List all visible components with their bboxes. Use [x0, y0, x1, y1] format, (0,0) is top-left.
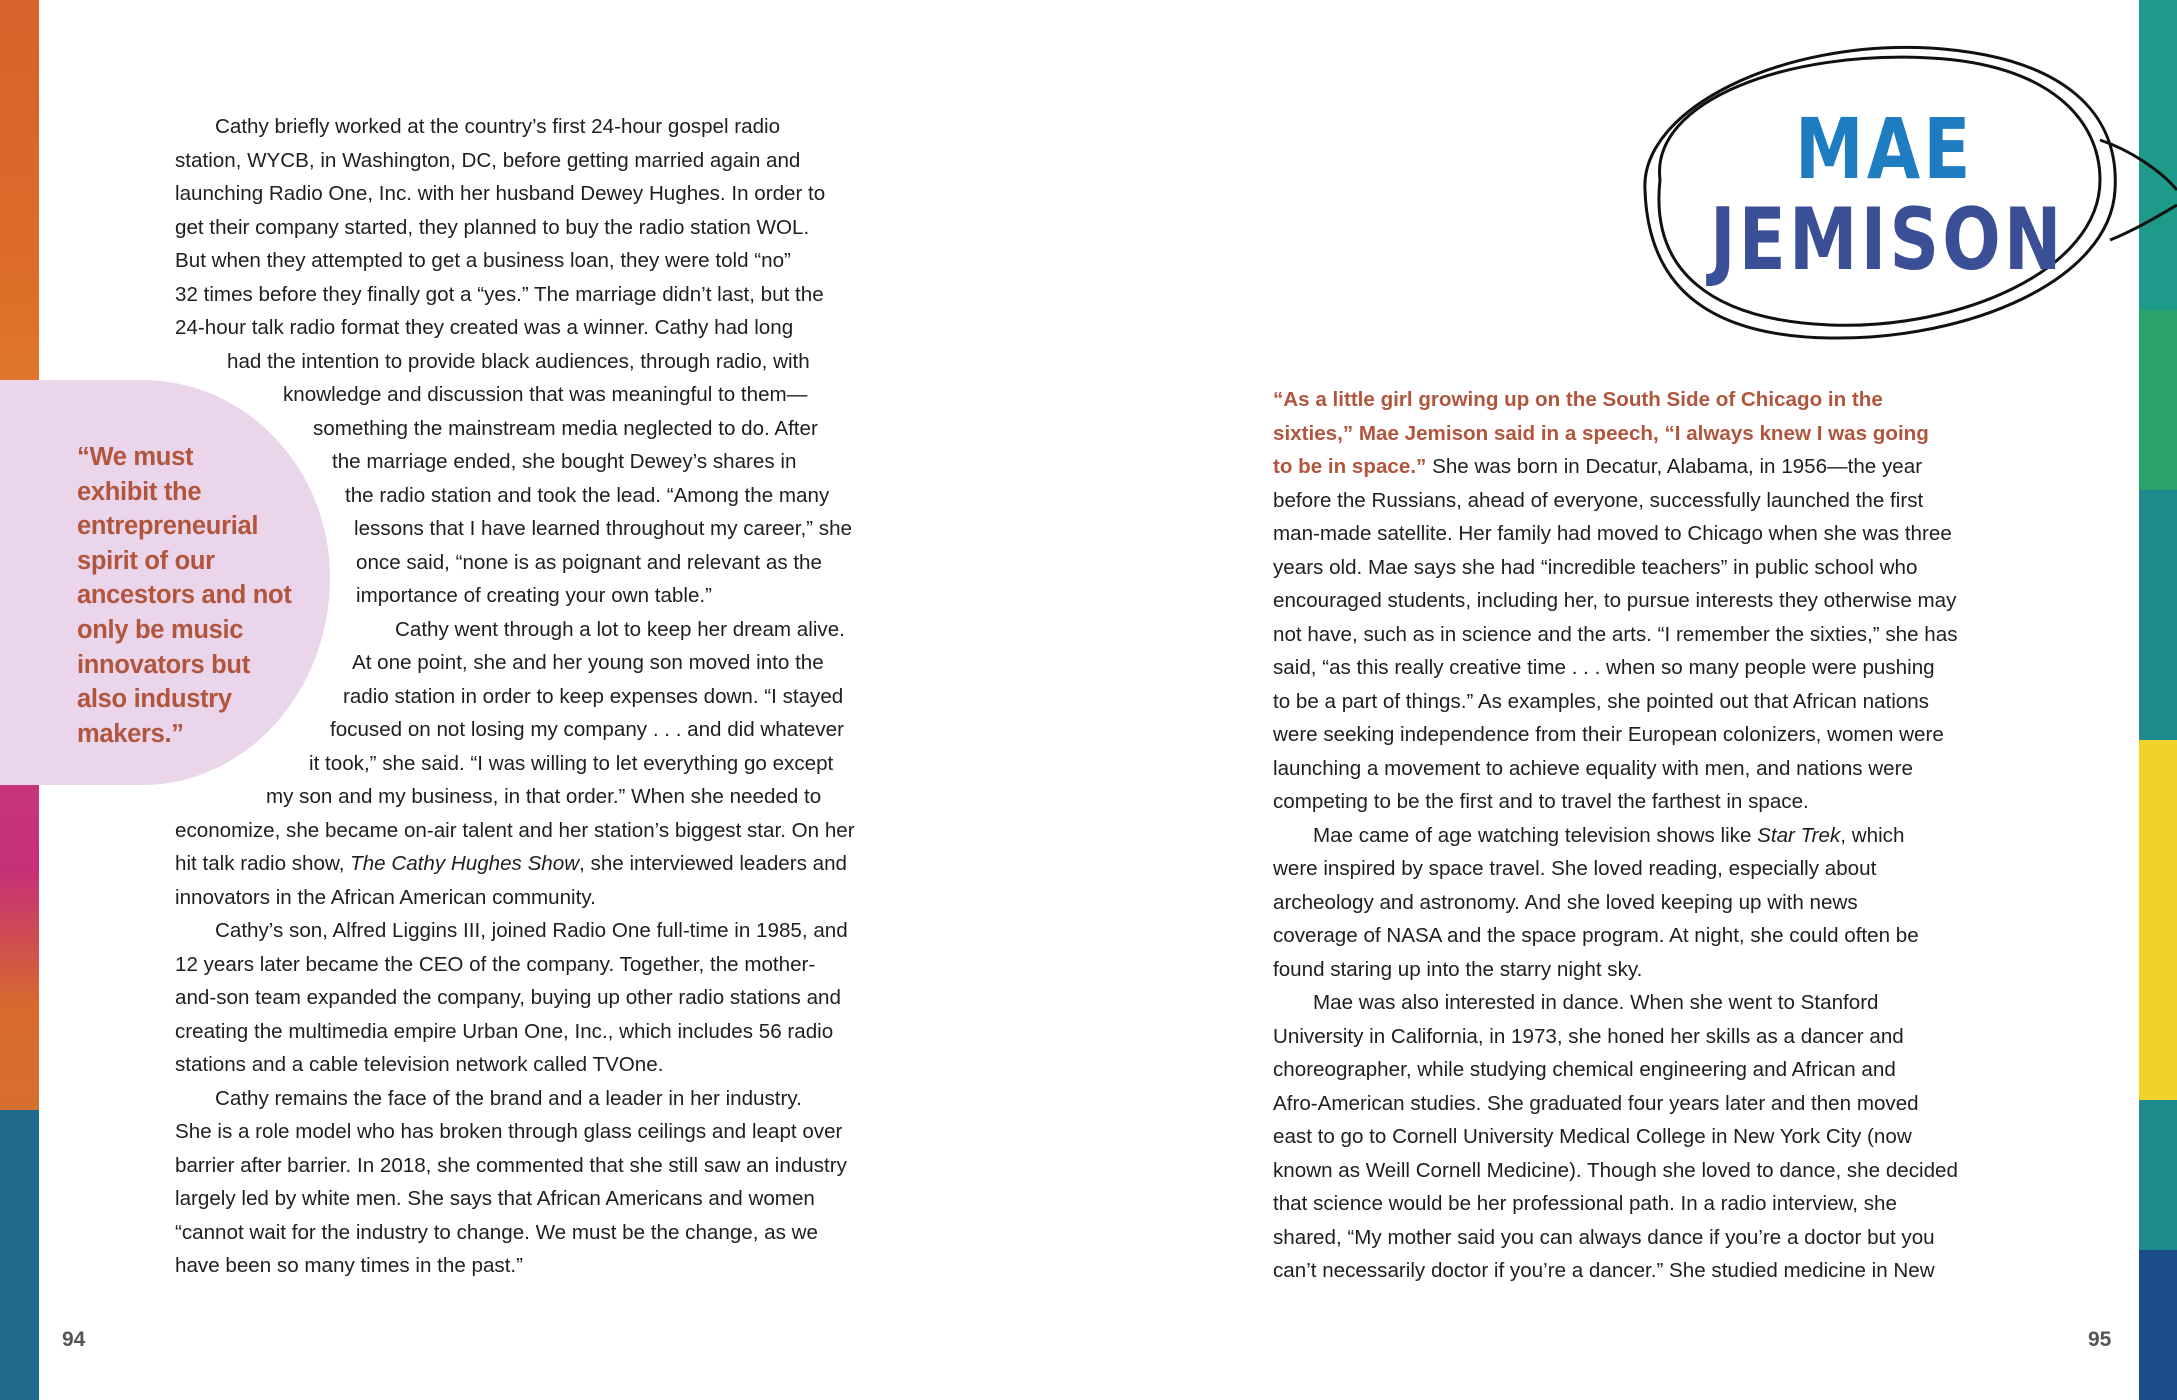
body-line: Cathy went through a lot to keep her dream alive.	[395, 617, 845, 641]
body-line: “cannot wait for the industry to change. We must be the change, as we	[175, 1220, 818, 1244]
body-line: known as Weill Cornell Medicine). Though she loved to dance, she decided	[1273, 1158, 1958, 1182]
body-line: shared, “My mother said you can always dance if you’re a doctor but you	[1273, 1225, 1935, 1249]
body-line: the marriage ended, she bought Dewey’s shares in	[332, 450, 797, 473]
body-line: that science would be her professional path. In a radio interview, she	[1273, 1192, 1897, 1215]
body-line: something the mainstream media neglected to do. After	[313, 416, 818, 440]
body-line: station, WYCB, in Washington, DC, before getting married again and	[175, 148, 801, 172]
body-text-span: , which	[1840, 823, 1905, 847]
body-line: it took,” she said. “I was willing to let everything go except	[309, 751, 834, 775]
body-line: east to go to Cornell University Medical College in New York City (now	[1273, 1125, 1912, 1148]
pull-quote-line: also industry	[77, 685, 232, 714]
body-line: Afro-American studies. She graduated four years later and then moved	[1273, 1091, 1919, 1115]
show-title: Star Trek	[1757, 823, 1841, 847]
pull-quote-line: only be music	[77, 615, 244, 644]
body-line: barrier after barrier. In 2018, she commented that she still saw an industry	[175, 1153, 847, 1177]
body-line	[1273, 450, 2013, 484]
body-line: lessons that I have learned throughout my career,” she	[354, 517, 852, 540]
body-line: importance of creating your own table.”	[356, 584, 712, 607]
body-line: competing to be the first and to travel the farthest in space.	[1273, 790, 1809, 813]
left-edge-blue-band	[0, 1110, 39, 1400]
body-line: had the intention to provide black audiences, through radio, with	[227, 349, 810, 373]
right-edge-yellow-band	[2139, 740, 2177, 1100]
body-text-span: , she interviewed leaders and	[579, 852, 847, 875]
body-line: knowledge and discussion that was meaningful to them—	[283, 383, 808, 406]
body-text-span: hit talk radio show,	[175, 852, 351, 875]
body-line: man-made satellite. Her family had moved to Chicago when she was three	[1273, 522, 1952, 545]
highlight-quote-end: to be in space.”	[1273, 455, 1427, 478]
left-body-text	[175, 110, 915, 1283]
body-line: innovators in the African American community.	[175, 885, 596, 909]
body-line: stations and a cable television network called TVOne.	[175, 1053, 664, 1076]
body-line: Cathy briefly worked at the country’s first 24-hour gospel radio	[215, 115, 781, 138]
body-line: Cathy remains the face of the brand and a leader in her industry.	[215, 1086, 802, 1110]
body-line	[1273, 819, 2013, 853]
pull-quote-line: makers.”	[77, 719, 184, 748]
body-line: launching a movement to achieve equality with men, and nations were	[1273, 756, 1913, 780]
page-number-left: 94	[62, 1328, 86, 1351]
body-line: get their company started, they planned to buy the radio station WOL.	[175, 215, 810, 239]
body-line	[175, 847, 915, 881]
body-line: At one point, she and her young son moved into the	[352, 651, 824, 674]
body-line: not have, such as in science and the arts. “I remember the sixties,” she has	[1273, 622, 1958, 646]
body-line: launching Radio One, Inc. with her husband Dewey Hughes. In order to	[175, 182, 826, 205]
body-line: were inspired by space travel. She loved reading, especially about	[1273, 857, 1877, 880]
body-line: University in California, in 1973, she honed her skills as a dancer and	[1273, 1024, 1904, 1048]
body-line: 12 years later became the CEO of the company. Together, the mother-	[175, 952, 816, 976]
body-text-span: She was born in Decatur, Alabama, in 1956—the year	[1426, 455, 1923, 478]
right-body-text	[1273, 383, 2013, 1288]
body-line: encouraged students, including her, to pursue interests they otherwise may	[1273, 589, 1957, 612]
body-line: But when they attempted to get a business loan, they were told “no”	[175, 249, 791, 272]
body-line: archeology and astronomy. And she loved keeping up with news	[1273, 890, 1858, 914]
title-last-name: JEMISON	[1710, 190, 2065, 290]
body-line: largely led by white men. She says that African Americans and women	[175, 1187, 815, 1210]
body-line: once said, “none is as poignant and relevant as the	[356, 550, 822, 574]
highlight-quote-line: sixties,” Mae Jemison said in a speech, “I always knew I was going	[1273, 421, 1929, 445]
pull-quote-line: “We must	[77, 443, 194, 471]
pull-quote-line: spirit of our	[77, 546, 215, 575]
pull-quote-line: exhibit the	[77, 477, 202, 506]
body-line: to be a part of things.” As examples, she pointed out that African nations	[1273, 689, 1929, 713]
body-line: focused on not losing my company . . . and did whatever	[330, 718, 844, 741]
body-line: Cathy’s son, Alfred Liggins III, joined Radio One full-time in 1985, and	[215, 919, 848, 942]
body-line: the radio station and took the lead. “Among the many	[345, 483, 830, 507]
body-line: years old. Mae says she had “incredible teachers” in public school who	[1273, 555, 1918, 579]
show-title: The Cathy Hughes Show	[350, 852, 580, 875]
body-line: found staring up into the starry night sky.	[1273, 957, 1643, 981]
body-line: economize, she became on-air talent and her station’s biggest star. On her	[175, 818, 855, 842]
pull-quote-line: entrepreneurial	[77, 512, 259, 541]
title-first-name: MAE	[1795, 100, 1974, 198]
body-line: and-son team expanded the company, buying up other radio stations and	[175, 986, 841, 1009]
chapter-title	[1630, 40, 2177, 360]
body-line: choreographer, while studying chemical engineering and African and	[1273, 1058, 1896, 1081]
right-edge-blue-band	[2139, 1250, 2177, 1400]
body-line: have been so many times in the past.”	[175, 1254, 523, 1277]
body-line: were seeking independence from their European colonizers, women were	[1273, 723, 1944, 746]
body-line: Mae was also interested in dance. When she went to Stanford	[1313, 991, 1879, 1014]
body-text-span: Mae came of age watching television shows like	[1313, 823, 1758, 847]
body-line: She is a role model who has broken through glass ceilings and leapt over	[175, 1120, 843, 1143]
highlight-quote-line: “As a little girl growing up on the South Side of Chicago in the	[1273, 388, 1883, 411]
body-line: before the Russians, ahead of everyone, successfully launched the first	[1273, 488, 1924, 512]
body-line: radio station in order to keep expenses down. “I stayed	[343, 684, 844, 708]
page-number-right: 95	[2088, 1328, 2112, 1351]
pull-quote-line: innovators but	[77, 650, 250, 679]
body-line: can’t necessarily doctor if you’re a dancer.” She studied medicine in New	[1273, 1259, 1935, 1282]
body-line: creating the multimedia empire Urban One, Inc., which includes 56 radio	[175, 1019, 834, 1043]
body-line: my son and my business, in that order.” When she needed to	[266, 785, 822, 808]
body-line: 32 times before they finally got a “yes.” The marriage didn’t last, but the	[175, 282, 824, 306]
pull-quote-line: ancestors and not	[77, 581, 292, 610]
body-line: 24-hour talk radio format they created was a winner. Cathy had long	[175, 316, 794, 339]
body-line: coverage of NASA and the space program. At night, she could often be	[1273, 924, 1919, 947]
body-line: said, “as this really creative time . . . when so many people were pushing	[1273, 656, 1935, 679]
